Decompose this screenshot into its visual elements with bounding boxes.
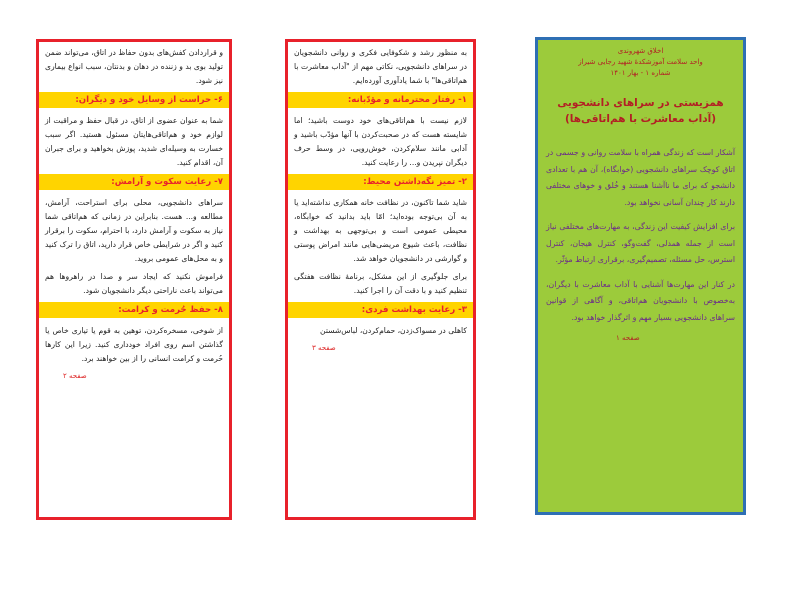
cover-paragraph-1: آشکار است که زندگی همراه با سلامت روانی و جسمی در اتاق کوچک سراهای دانشجویی (خوابگاه)، آن هم با تعدادی دانشجو که برای ما ناآشنا هستند و خُلق و خوهای مختلفی دارند کار چندان آسانی نخواهد بود.: [546, 148, 735, 207]
cover-title-main: همزیستی در سراهای دانشجویی: [557, 97, 724, 109]
paragraph-protect-belongings: شما به عنوان عضوی از اتاق، در قبال حفظ و مراقبت از لوازم خود و هم‌اتاقی‌هایتان مسئول هستید. اگر سبب خسارت به وسیله‌ای شدید، پوزش بخواهید و برای جبران آن، اقدام کنید.: [45, 116, 223, 167]
heading-protect-belongings: ۶- حراست از وسایل خود و دیگران:: [39, 92, 229, 108]
heading-personal-hygiene: ۳- رعایت بهداشت فردی:: [288, 302, 473, 318]
heading-dignity: ۸- حفظ حُرمت و کرامت:: [39, 302, 229, 318]
paragraph-silence-calm: سراهای دانشجویی، محلی برای استراحت، آرامش، مطالعه و... هست. بنابراین در زمانی که هم‌اتاقی شما نیاز به سکوت و آرامش دارد، با احترام، سکوت را برقرار کنید و اگر در شرایطی خاص قرار دارید، اتاق را ترک کنید و به محل‌های عمومی بروید.: [45, 198, 223, 263]
brochure-page-2: [36, 39, 232, 520]
org-title: اخلاق شهروندی: [617, 47, 664, 55]
page-number: صفحه ۳: [312, 344, 336, 352]
cover-title: [546, 95, 735, 127]
page-number: صفحه ۱: [616, 334, 640, 342]
cover-paragraph-2: برای افزایش کیفیت این زندگی، به مهارت‌های مختلفی نیاز است از جمله همدلی، گفت‌وگو، کنترل هیجان، کنترل استرس، حل مسئله، تصمیم‌گیری، برقراری ارتباط مؤثّر.: [546, 222, 735, 264]
left-intro-paragraph: و قراردادن کفش‌های بدون حفاظ در اتاق، می‌تواند ضمن تولید بوی بد و زننده در دهان و بدنتان، سبب انواع بیماری نیز شود.: [45, 48, 223, 85]
cover-title-sub: (آداب معاشرت با هم‌اتاقی‌ها): [564, 113, 717, 125]
cover-paragraph-3: در کنار این مهارت‌ها آشنایی با آداب معاشرت با دیگران، به‌خصوص با دانشجویان هم‌اتاقی، و آگاهی از قوانین سراهای دانشجویی بسیار مهم و اثرگذار خواهد بود.: [546, 279, 735, 322]
paragraph-hallway-noise: فراموش نکنید که ایجاد سر و صدا در راهروها هم می‌تواند باعث ناراحتی دیگر دانشجویان شود.: [45, 272, 223, 295]
brochure-page-3: [285, 39, 476, 520]
paragraph-personal-hygiene: کاهلی در مسواک‌زدن، حمام‌کردن، لباس‌شستن: [320, 326, 467, 335]
issue-number: شماره ۱ - بهار ۱۴۰۱: [610, 69, 671, 77]
heading-clean-environment: ۲- تمیز نگه‌داشتن محیط:: [288, 174, 473, 190]
paragraph-clean-environment: شاید شما تاکنون، در نظافت خانه همکاری نداشته‌اید یا به آن بی‌توجه بوده‌اید؛ امّا باید بدانید که خوابگاه، محیطی عمومی است و بی‌توجهی به بهداشت و نظافت، باعث شیوع مریضی‌هایی مانند امراض پوستی و گوارشی در دانشجویان خواهد شد.: [294, 198, 467, 263]
middle-intro-paragraph: به منظور رشد و شکوفایی فکری و روانی دانشجویان در سراهای دانشجویی، نکاتی مهم از "آداب معاشرت با هم‌اتاقی‌ها" با شما یادآوری آورده‌ایم.: [294, 48, 467, 85]
org-unit: واحد سلامت آموزشکدهٔ شهید رجایی شیراز: [578, 58, 703, 66]
paragraph-weekly-cleaning: برای جلوگیری از این مشکل، برنامهٔ نظافت هفتگی تنظیم کنید و با دقت آن را اجرا کنید.: [294, 272, 467, 295]
paragraph-dignity: از شوخی، مسخره‌کردن، توهین به قوم یا تیاری خاص یا گذاشتن اسم روی افراد خودداری کنید. زیرا این کارها حُرمت و کرامت انسانی را از بین خواهند برد.: [45, 326, 223, 363]
heading-silence-calm: ۷- رعایت سکوت و آرامش:: [39, 174, 229, 190]
page-number: صفحه ۲: [63, 372, 87, 380]
paragraph-polite-behavior: لازم نیست با هم‌اتاقی‌های خود دوست باشید؛ اما شایسته هست که در صحبت‌کردن با آنها مؤدّب باشید و آدابی مانند سلام‌کردن، خوش‌رویی، در وسط حرف دیگران نپریدن و... را رعایت کنید.: [294, 116, 467, 167]
heading-polite-behavior: ۱- رفتار محترمانه و مؤدّبانه:: [288, 92, 473, 108]
brochure-cover-page: [535, 37, 746, 515]
